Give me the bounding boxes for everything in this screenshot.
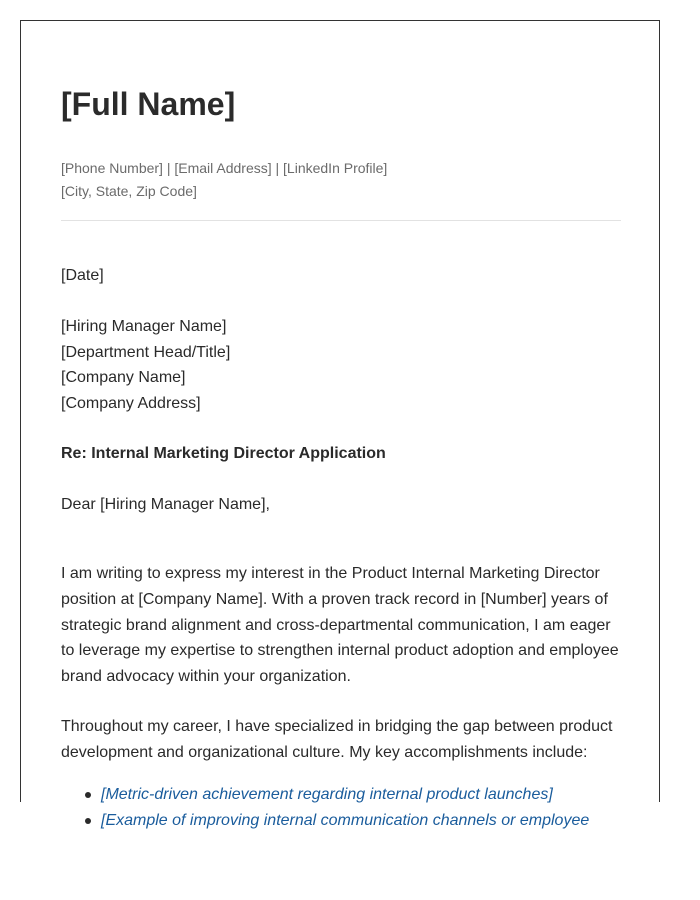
accomplishments-list — [61, 782, 621, 833]
header-divider — [61, 220, 621, 221]
letter-page — [20, 20, 660, 829]
subject-line: Re: Internal Marketing Director Application — [61, 445, 386, 462]
recipient-company: [Company Name] — [61, 369, 186, 387]
recipient-name: [Hiring Manager Name] — [61, 318, 227, 335]
list-item — [101, 782, 621, 808]
accomplishment-text: [Example of improving internal communication channels or employee — [101, 811, 590, 829]
bullet-icon — [85, 792, 91, 798]
contact-line-location: [City, State, Zip Code] — [61, 183, 197, 199]
accomplishment-text: [Metric-driven achievement regarding internal product launches] — [101, 786, 553, 803]
list-item — [101, 808, 621, 834]
contact-line-phone-email-linkedin: [Phone Number] | [Email Address] | [LinkedIn Profile] — [61, 160, 388, 176]
intro-paragraph: I am writing to express my interest in the Product Internal Marketing Director position at [Company Name]. With a proven track record in [Number] years of strategic brand alignment and cross-departmental communication, I am eager to leverage my expertise to strengthen internal product adoption and employee brand advocacy within your organization. — [61, 565, 619, 686]
recipient-block — [61, 314, 230, 417]
salutation: Dear [Hiring Manager Name], — [61, 496, 270, 513]
applicant-name: [Full Name] — [61, 86, 236, 122]
recipient-title: [Department Head/Title] — [61, 343, 231, 361]
bullet-icon — [85, 818, 91, 824]
career-paragraph: Throughout my career, I have specialized in bridging the gap between product development and organizational culture. My key accomplishments include: — [61, 718, 613, 761]
recipient-address: [Company Address] — [61, 395, 201, 413]
letter-date: [Date] — [61, 267, 104, 284]
contact-info — [61, 157, 387, 203]
